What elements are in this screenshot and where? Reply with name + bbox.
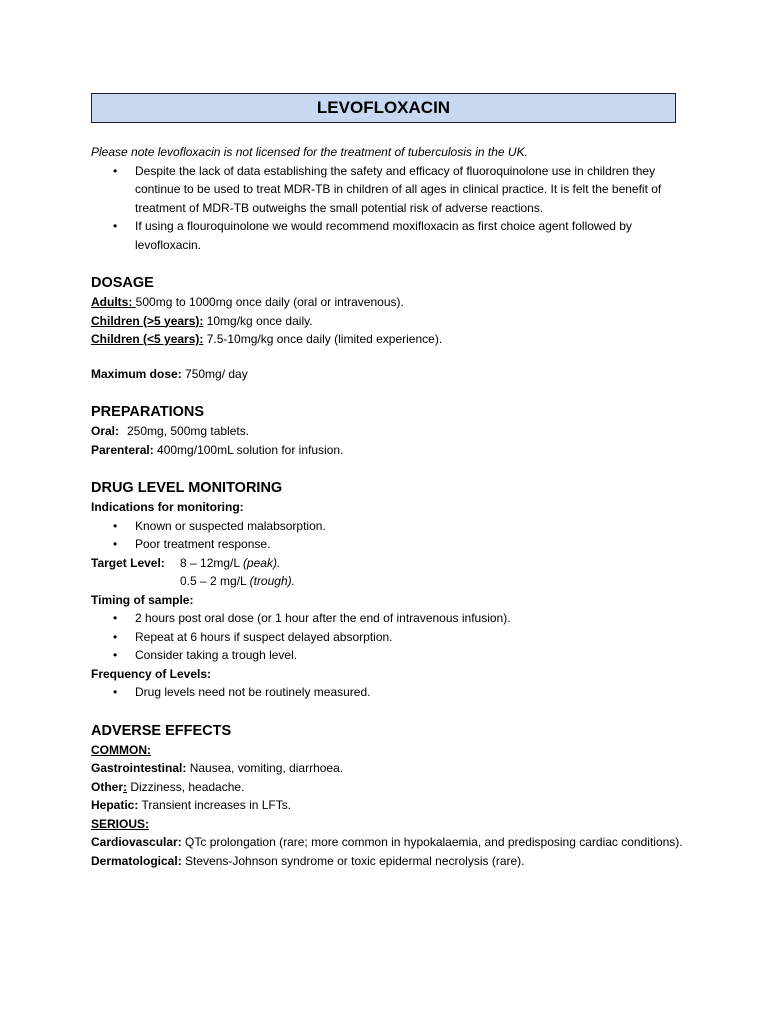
list-item: • Despite the lack of data establishing the safety and efficacy of fluoroquinolone use in children they continue to be used to treat MDR-TB in children of all ages in clinical practice. It is felt the benefit of treatment of MDR-TB outweighs the small potential risk of adverse reactions. (113, 163, 662, 215)
dosage-maximum: Maximum dose: 750mg/ day (91, 366, 248, 381)
adverse-cardiovascular: Cardiovascular: QTc prolongation (rare; more common in hypokalaemia, and predisposing cardiac conditions). (91, 835, 683, 849)
intro-note: Please note levofloxacin is not licensed for the treatment of tuberculosis in the UK. (91, 145, 528, 159)
list-item: • Drug levels need not be routinely measured. (91, 683, 691, 702)
document-body (91, 143, 691, 870)
serious-label: SERIOUS: (91, 816, 150, 831)
intro-list (91, 162, 691, 255)
list-item: • Consider taking a trough level. (91, 646, 691, 665)
frequency-list (91, 683, 691, 702)
list-item: • Repeat at 6 hours if suspect delayed absorption. (91, 628, 691, 647)
bullet-icon: • (113, 648, 118, 662)
frequency-label: Frequency of Levels: (91, 666, 212, 681)
adverse-hepatic: Hepatic: Transient increases in LFTs. (91, 798, 292, 812)
preparations-heading: PREPARATIONS (91, 404, 205, 420)
monitoring-heading: DRUG LEVEL MONITORING (91, 480, 283, 496)
page-title: LEVOFLOXACIN (91, 93, 676, 123)
bullet-icon: • (113, 611, 118, 625)
target-level-trough: 0.5 – 2 mg/L (trough). (180, 574, 295, 588)
list-item: • If using a flouroquinolone we would recommend moxifloxacin as first choice agent followed by levofloxacin. (113, 219, 632, 252)
dosage-heading: DOSAGE (91, 275, 154, 291)
bullet-icon: • (113, 219, 118, 233)
bullet-icon: • (113, 518, 118, 533)
list-item: • Poor treatment response. (91, 535, 691, 554)
preparations-parenteral: Parenteral: 400mg/100mL solution for infusion. (91, 442, 344, 457)
timing-label: Timing of sample: (91, 592, 194, 607)
list-item: • 2 hours post oral dose (or 1 hour after the end of intravenous infusion). (91, 609, 691, 628)
adverse-heading: ADVERSE EFFECTS (91, 722, 232, 739)
bullet-icon: • (113, 163, 118, 178)
adverse-other: Other: Dizziness, headache. (91, 779, 245, 794)
preparations-oral: Oral: 250mg, 500mg tablets. (91, 424, 250, 438)
target-level-peak: Target Level: 8 – 12mg/L (peak). (91, 555, 281, 570)
dosage-adults: Adults: 500mg to 1000mg once daily (oral or intravenous). (91, 295, 404, 309)
dosage-children-over-5: Children (>5 years): 10mg/kg once daily. (91, 313, 313, 328)
list-item: • Known or suspected malabsorption. (91, 517, 691, 536)
timing-list (91, 609, 691, 665)
common-label: COMMON: (91, 742, 151, 757)
indications-label: Indications for monitoring: (91, 500, 244, 514)
bullet-icon: • (113, 537, 118, 551)
adverse-gastrointestinal: Gastrointestinal: Nausea, vomiting, diarrhoea. (91, 761, 344, 775)
bullet-icon: • (113, 629, 118, 644)
indications-list (91, 517, 691, 554)
bullet-icon: • (113, 685, 118, 699)
dosage-children-under-5: Children (<5 years): 7.5-10mg/kg once daily (limited experience). (91, 332, 443, 346)
adverse-dermatological: Dermatological: Stevens-Johnson syndrome or toxic epidermal necrolysis (rare). (91, 853, 525, 868)
